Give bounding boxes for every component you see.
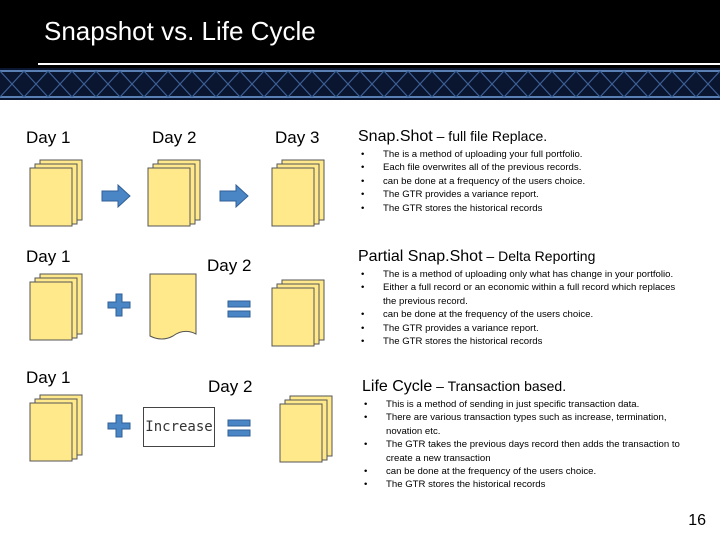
row3-day1-label: Day 1 <box>26 368 71 387</box>
row3-result-document-stack <box>276 394 334 464</box>
slide-title: Snapshot vs. Life Cycle <box>44 16 316 46</box>
list-item: • can be done at the frequency of the users choice. <box>364 465 684 478</box>
list-item: • The GTR provides a variance report. <box>361 322 679 335</box>
equals-icon <box>226 296 252 322</box>
snapshot-heading-title: Snap.Shot <box>358 128 433 145</box>
snapshot-heading-subtitle: – full file Replace. <box>432 128 548 144</box>
row3-day2-label: Day 2 <box>208 377 253 396</box>
row1-day1-label: Day 1 <box>26 128 71 147</box>
list-item: • The GTR stores the historical records <box>361 202 661 215</box>
list-item: • The GTR stores the historical records <box>364 478 684 491</box>
header-rule <box>38 63 720 65</box>
row1-day2-document-stack <box>144 158 202 228</box>
partial-bullet-list <box>361 268 679 348</box>
plus-icon <box>106 292 132 318</box>
list-item: • There are various transaction types such as increase, termination, novation etc. <box>364 411 684 438</box>
row1-day3-document-stack <box>268 158 326 228</box>
lifecycle-heading-subtitle: – Transaction based. <box>432 378 567 394</box>
increase-transaction-box: Increase <box>143 407 215 447</box>
row1-day3-label: Day 3 <box>275 128 320 147</box>
partial-heading-subtitle: – Delta Reporting <box>482 248 596 264</box>
slide-header <box>0 0 720 100</box>
list-item: • The GTR provides a variance report. <box>361 188 661 201</box>
page-number: 16 <box>688 512 706 529</box>
arrow-right-icon <box>100 183 132 209</box>
row2-day1-label: Day 1 <box>26 247 71 266</box>
lifecycle-bullet-list <box>364 398 684 492</box>
list-item: • The is a method of uploading only what has change in your portfolio. <box>361 268 679 281</box>
list-item: • This is a method of sending in just specific transaction data. <box>364 398 684 411</box>
row2-delta-document <box>144 272 202 342</box>
row1-day1-document-stack <box>26 158 84 228</box>
lifecycle-heading-title: Life Cycle <box>362 378 433 395</box>
partial-heading-title: Partial Snap.Shot <box>358 248 483 265</box>
list-item: • The is a method of uploading your full portfolio. <box>361 148 661 161</box>
list-item: • can be done at the frequency of the users choice. <box>361 308 679 321</box>
list-item: • Either a full record or an economic within a full record which replaces the previous record. <box>361 281 679 308</box>
list-item: • The GTR takes the previous days record then adds the transaction to create a new transaction <box>364 438 684 465</box>
plus-icon <box>106 413 132 439</box>
snapshot-bullet-list <box>361 148 661 215</box>
equals-icon <box>226 415 252 441</box>
row1-day2-label: Day 2 <box>152 128 197 147</box>
row2-result-document-stack <box>268 278 326 348</box>
list-item: • The GTR stores the historical records <box>361 335 679 348</box>
row2-day2-label: Day 2 <box>207 256 252 275</box>
row2-day1-document-stack <box>26 272 84 342</box>
truss-decoration <box>0 68 720 100</box>
partial-snapshot-heading <box>358 248 595 266</box>
row3-day1-document-stack <box>26 393 84 463</box>
arrow-right-icon <box>218 183 250 209</box>
list-item: • can be done at a frequency of the users choice. <box>361 175 661 188</box>
list-item: • Each file overwrites all of the previous records. <box>361 161 661 174</box>
snapshot-heading <box>358 128 547 146</box>
life-cycle-heading <box>362 378 566 396</box>
